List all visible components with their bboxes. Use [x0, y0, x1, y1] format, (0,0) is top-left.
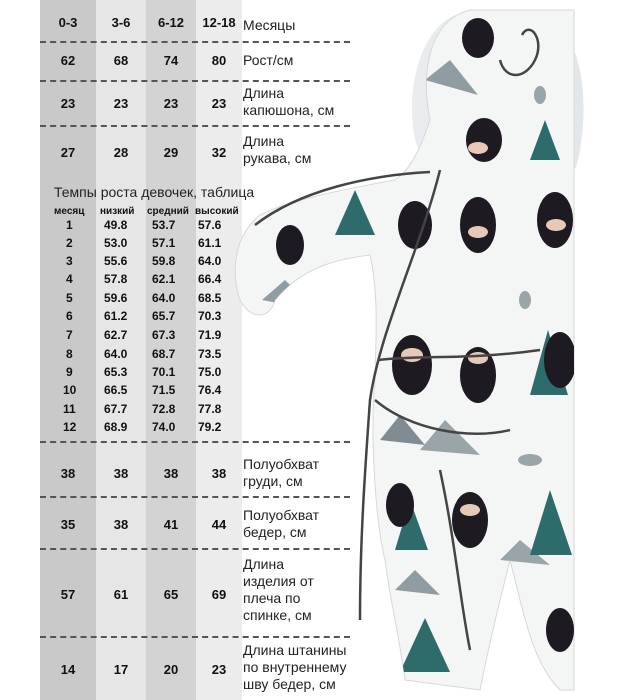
table-cell: 59.6 — [104, 291, 128, 305]
header-3-6: 3-6 — [111, 15, 131, 30]
table-cell: 72.8 — [152, 402, 176, 416]
row-label: Длина изделия от плеча по спинке, см — [243, 556, 314, 623]
divider — [40, 636, 350, 638]
divider — [40, 441, 350, 443]
value: 69 — [211, 587, 227, 602]
value: 23 — [60, 96, 76, 111]
table-cell: 53.7 — [152, 218, 176, 232]
row-label: Длина рукава, см — [243, 133, 312, 166]
value: 23 — [211, 662, 227, 677]
table-cell: 79.2 — [198, 420, 222, 434]
table-cell: 7 — [66, 328, 73, 342]
table-cell: 4 — [66, 272, 73, 286]
table-cell: 57.8 — [104, 272, 128, 286]
table-cell: 68.5 — [198, 291, 222, 305]
value: 44 — [211, 517, 227, 532]
table-cell: 2 — [66, 236, 73, 250]
header-label: Месяцы — [243, 17, 296, 33]
growth-header-month: месяц — [54, 206, 85, 217]
row-label: Полуобхват груди, см — [243, 456, 320, 489]
table-cell: 64.0 — [104, 347, 128, 361]
value: 28 — [113, 145, 129, 160]
value: 32 — [211, 145, 227, 160]
value: 38 — [113, 466, 129, 481]
divider — [40, 548, 350, 550]
table-cell: 61.1 — [198, 236, 222, 250]
header-12-18: 12-18 — [202, 15, 236, 30]
table-cell: 55.6 — [104, 254, 128, 268]
table-cell: 70.3 — [198, 309, 222, 323]
value: 23 — [163, 96, 179, 111]
table-cell: 71.5 — [152, 383, 176, 397]
value: 29 — [163, 145, 179, 160]
value: 14 — [60, 662, 76, 677]
value: 61 — [113, 587, 129, 602]
growth-header-low: низкий — [100, 206, 135, 217]
table-cell: 71.9 — [198, 328, 222, 342]
table-cell: 10 — [63, 383, 77, 397]
value: 38 — [211, 466, 227, 481]
header-6-12: 6-12 — [157, 15, 185, 30]
table-cell: 66.5 — [104, 383, 128, 397]
value: 23 — [211, 96, 227, 111]
table-cell: 68.9 — [104, 420, 128, 434]
table-cell: 67.7 — [104, 402, 128, 416]
table-cell: 65.3 — [104, 365, 128, 379]
table-cell: 65.7 — [152, 309, 176, 323]
table-cell: 53.0 — [104, 236, 128, 250]
table-cell: 76.4 — [198, 383, 222, 397]
value: 38 — [60, 466, 76, 481]
row-label: Длина капюшона, см — [243, 85, 335, 118]
table-cell: 9 — [66, 365, 73, 379]
table-cell: 75.0 — [198, 365, 222, 379]
row-label: Полуобхват бедер, см — [243, 507, 320, 540]
value: 65 — [163, 587, 179, 602]
row-label: Рост/см — [243, 52, 294, 68]
table-cell: 12 — [63, 420, 77, 434]
divider — [40, 125, 350, 127]
value: 68 — [113, 53, 129, 68]
growth-table-title: Темпы роста девочек, таблица — [54, 184, 255, 200]
value: 35 — [60, 517, 76, 532]
table-cell: 11 — [63, 402, 76, 416]
divider — [40, 41, 350, 43]
header-0-3: 0-3 — [58, 15, 78, 30]
table-cell: 61.2 — [104, 309, 128, 323]
value: 38 — [163, 466, 179, 481]
table-cell: 62.1 — [152, 272, 176, 286]
table-cell: 70.1 — [152, 365, 176, 379]
table-cell: 6 — [66, 309, 73, 323]
table-cell: 49.8 — [104, 218, 128, 232]
table-cell: 8 — [66, 347, 73, 361]
table-cell: 1 — [66, 218, 73, 232]
divider — [40, 496, 350, 498]
value: 74 — [163, 53, 179, 68]
value: 27 — [60, 145, 76, 160]
table-cell: 59.8 — [152, 254, 176, 268]
table-cell: 57.6 — [198, 218, 222, 232]
table-cell: 5 — [66, 291, 73, 305]
table-cell: 3 — [66, 254, 73, 268]
table-cell: 64.0 — [152, 291, 176, 305]
value: 20 — [163, 662, 179, 677]
table-cell: 77.8 — [198, 402, 222, 416]
table-cell: 73.5 — [198, 347, 222, 361]
table-cell: 74.0 — [152, 420, 176, 434]
growth-header-high: высокий — [195, 206, 239, 217]
table-cell: 62.7 — [104, 328, 128, 342]
table-cell: 67.3 — [152, 328, 176, 342]
value: 38 — [113, 517, 129, 532]
value: 57 — [60, 587, 76, 602]
value: 17 — [113, 662, 129, 677]
row-label: Длина штанины по внутреннему шву бедер, см — [243, 642, 347, 692]
value: 23 — [113, 96, 129, 111]
table-cell: 68.7 — [152, 347, 176, 361]
table-cell: 64.0 — [198, 254, 222, 268]
value: 41 — [163, 517, 179, 532]
divider — [40, 80, 350, 82]
table-cell: 57.1 — [152, 236, 176, 250]
value: 62 — [60, 53, 76, 68]
growth-header-mid: средний — [147, 206, 189, 217]
table-cell: 66.4 — [198, 272, 222, 286]
value: 80 — [211, 53, 227, 68]
